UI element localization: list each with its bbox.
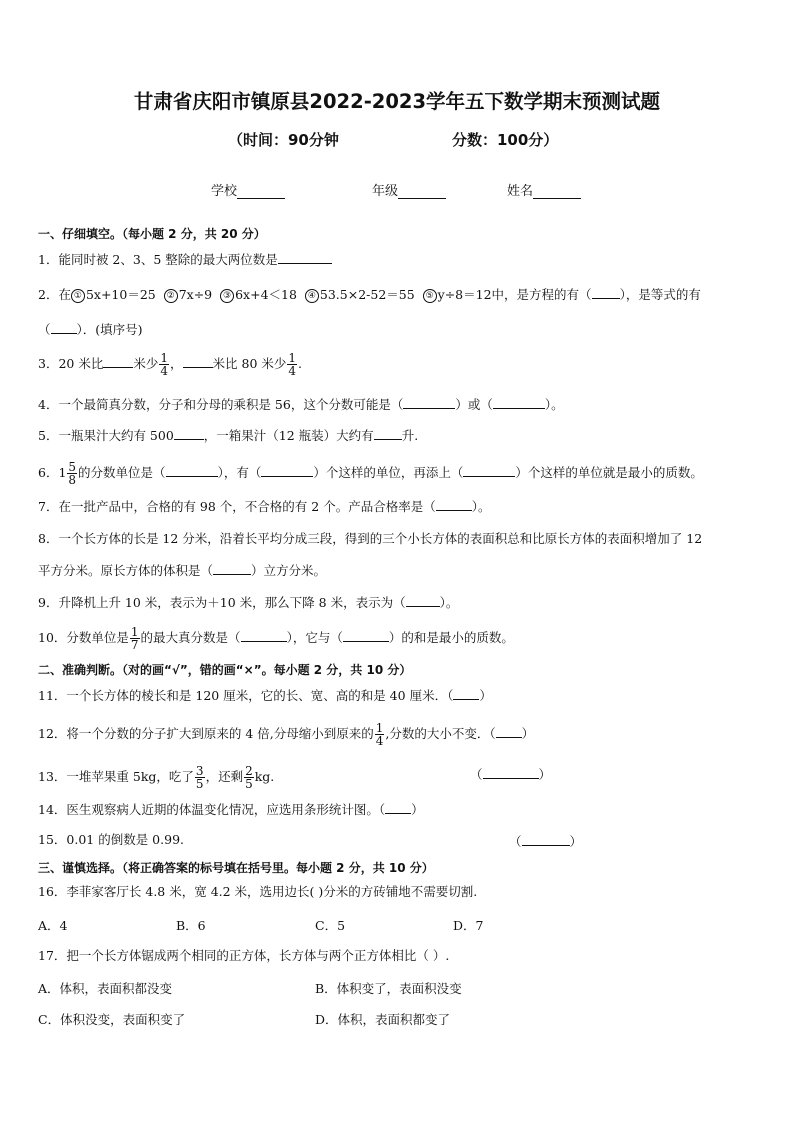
- question-17-option-d[interactable]: D．体积，表面积都变了: [315, 1012, 451, 1027]
- question-6-text-c: ），有（: [217, 465, 262, 480]
- question-17-option-c[interactable]: C．体积没变，表面积变了: [38, 1012, 186, 1027]
- question-4-text-c: ）。: [544, 397, 564, 412]
- answer-blank[interactable]: [261, 464, 313, 477]
- section-3-heading: 三、谨慎选择。（将正确答案的标号填在括号里。每小题 2 分，共 10 分）: [38, 861, 434, 875]
- question-3: [38, 352, 302, 377]
- question-3-text-e: 米比 80 米少: [212, 356, 287, 371]
- question-6-text-d: ）个这样的单位，再添上（: [313, 465, 464, 480]
- question-16: 16．李菲家客厅长 4.8 米，宽 4.2 米，选用边长( )分米的方砖铺地不需要切割.: [38, 884, 478, 899]
- exam-score: 分数：100分）: [452, 131, 559, 149]
- answer-blank[interactable]: [166, 464, 218, 477]
- question-2-line2-text: ）．(填序号): [76, 322, 143, 337]
- answer-blank[interactable]: [522, 833, 570, 846]
- denominator: 8: [68, 473, 77, 487]
- question-8-text-a: 8．一个长方体的长是 12 分米，沿着长平均分成三段，得到的三个小长方体的表面积总和比原长方体的表面积增加了 12: [38, 531, 703, 546]
- answer-blank[interactable]: [174, 427, 204, 440]
- denominator: 4: [375, 734, 384, 748]
- question-8-text-b: 平方分米。原长方体的体积是（: [38, 563, 214, 578]
- question-10: [38, 626, 514, 651]
- question-11: [38, 687, 492, 704]
- answer-blank[interactable]: [453, 687, 479, 700]
- exam-title: 甘肃省庆阳市镇原县2022-2023学年五下数学期末预测试题: [133, 90, 661, 113]
- question-12-text-a: 12．将一个分数的分子扩大到原来的 4 倍,分母缩小到原来的: [38, 726, 374, 741]
- grade-blank[interactable]: [398, 185, 446, 199]
- question-7-text-a: 7．在一批产品中，合格的有 98 个，不合格的有 2 个。产品合格率是（: [38, 499, 436, 514]
- option-5-text: y÷8＝12: [437, 287, 492, 302]
- answer-blank[interactable]: [436, 498, 472, 511]
- question-2-middle: 中，是方程的有（: [491, 287, 592, 302]
- paren-open: （: [509, 834, 522, 849]
- question-1: [38, 251, 332, 268]
- question-6: [38, 461, 703, 486]
- question-9-text-b: ）。: [439, 595, 459, 610]
- fraction: [130, 626, 140, 651]
- question-8: [38, 531, 702, 547]
- numerator: 5: [68, 460, 77, 474]
- question-5-text-c: 升.: [401, 428, 419, 443]
- answer-blank[interactable]: [483, 766, 539, 779]
- fraction: [287, 352, 297, 377]
- question-5: [38, 427, 418, 444]
- name-blank[interactable]: [533, 185, 581, 199]
- question-6-number: 6．: [38, 465, 59, 480]
- fraction: [67, 461, 77, 486]
- question-17: 17．把一个长方体锯成两个相同的正方体，长方体与两个正方体相比（ ）.: [38, 948, 450, 963]
- question-2-mid2: ），是等式的有: [619, 287, 701, 302]
- answer-blank[interactable]: [213, 562, 251, 575]
- numerator: 1: [288, 351, 297, 365]
- question-13-text-b: ，还剩: [205, 769, 244, 784]
- circled-5: ⑤: [423, 289, 437, 303]
- denominator: 7: [130, 638, 139, 652]
- numerator: 1: [375, 721, 384, 735]
- option-1-text: 5x+10＝25: [85, 287, 156, 302]
- question-13: [38, 765, 274, 790]
- period: .: [298, 356, 302, 371]
- question-13-answer: [470, 765, 551, 783]
- school-label: 学校: [211, 184, 238, 199]
- question-16-option-d[interactable]: D．7: [453, 918, 484, 933]
- question-13-text-c: kg.: [254, 769, 275, 784]
- question-11-text-a: 11．一个长方体的棱长和是 120 厘米，它的长、宽、高的和是 40 厘米．（: [38, 688, 454, 703]
- answer-blank[interactable]: [406, 594, 440, 607]
- question-3-text-a: 3．20 米比: [38, 356, 104, 371]
- question-12-text-c: ）: [521, 726, 535, 741]
- fraction: [195, 765, 205, 790]
- question-15-answer: [509, 832, 582, 850]
- question-16-option-c[interactable]: C．5: [315, 918, 346, 933]
- answer-blank[interactable]: [592, 286, 620, 299]
- fraction: [375, 722, 385, 747]
- question-5-text-b: ，一箱果汁（12 瓶装）大约有: [203, 428, 374, 443]
- question-8-line-2: [38, 562, 326, 579]
- answer-blank[interactable]: [343, 629, 389, 642]
- denominator: 4: [160, 364, 168, 378]
- name-label: 姓名: [507, 184, 534, 199]
- question-9-text-a: 9．升降机上升 10 米，表示为＋10 米，那么下降 8 米，表示为（: [38, 595, 406, 610]
- answer-blank[interactable]: [374, 427, 402, 440]
- answer-blank[interactable]: [103, 355, 133, 368]
- denominator: 4: [288, 364, 297, 378]
- fraction: [244, 765, 254, 790]
- paren-close: ）: [538, 767, 552, 782]
- answer-blank[interactable]: [241, 629, 287, 642]
- question-9: [38, 594, 458, 611]
- question-17-option-b[interactable]: B．体积变了，表面积没变: [315, 981, 462, 996]
- paren-close: ）: [569, 834, 583, 849]
- question-15-text-a: 15．0.01 的倒数是 0.99.: [38, 832, 184, 847]
- answer-blank[interactable]: [278, 251, 332, 264]
- question-7: [38, 498, 490, 515]
- circled-2: ②: [164, 289, 178, 303]
- grade-field: [372, 180, 446, 199]
- section-1-heading: 一、仔细填空。（每小题 2 分，共 20 分）: [38, 227, 266, 241]
- section-2-heading: 二、准确判断。（对的画“√”，错的画“×”。每小题 2 分，共 10 分）: [38, 663, 412, 677]
- school-field: [211, 180, 285, 199]
- question-16-option-b[interactable]: B．6: [176, 918, 206, 933]
- question-2-prefix: 2．在: [38, 287, 71, 302]
- question-14-text-b: ）: [411, 802, 424, 817]
- question-12-text-b: ,分数的大小不变．（: [385, 726, 496, 741]
- question-2: [38, 286, 701, 303]
- option-3-text: 6x+4＜18: [235, 287, 297, 302]
- question-6-text-e: ）个这样的单位就是最小的质数。: [515, 465, 703, 480]
- answer-blank[interactable]: [385, 801, 411, 814]
- question-3-text-b: 米少: [133, 356, 159, 371]
- answer-blank[interactable]: [51, 321, 77, 334]
- question-15: [38, 832, 184, 848]
- answer-blank[interactable]: [403, 396, 455, 409]
- mixed-whole: 1: [58, 465, 67, 480]
- option-4-text: 53.5×2-52＝55: [319, 287, 415, 302]
- question-4: [38, 396, 564, 413]
- exam-time: （时间：90分钟: [228, 131, 339, 149]
- question-14: [38, 801, 424, 818]
- question-14-text-a: 14．医生观察病人近期的体温变化情况，应选用条形统计图。（: [38, 802, 386, 817]
- circled-1: ①: [71, 289, 85, 303]
- school-blank[interactable]: [237, 185, 285, 199]
- option-2-text: 7x÷9: [178, 287, 213, 302]
- answer-blank[interactable]: [493, 396, 545, 409]
- numerator: 1: [160, 351, 168, 365]
- question-4-text-b: ）或（: [455, 397, 493, 412]
- question-1-text: 1．能同时被 2、3、5 整除的最大两位数是: [38, 252, 278, 267]
- question-4-text-a: 4．一个最简真分数，分子和分母的乘积是 56，这个分数可能是（: [38, 397, 404, 412]
- question-2-paren-open: （: [38, 322, 51, 337]
- circled-4: ④: [305, 289, 319, 303]
- answer-blank[interactable]: [463, 464, 515, 477]
- question-10-text-c: ），它与（: [286, 630, 343, 645]
- question-16-option-a[interactable]: A．4: [38, 918, 68, 933]
- question-2-line-2: [38, 321, 143, 338]
- circled-3: ③: [220, 289, 234, 303]
- question-13-text-a: 13．一堆苹果重 5kg，吃了: [38, 769, 194, 784]
- question-10-text-b: 的最大真分数是（: [140, 630, 241, 645]
- answer-blank[interactable]: [183, 355, 213, 368]
- numerator: 1: [130, 625, 139, 639]
- question-10-text-a: 10．分数单位是: [38, 630, 129, 645]
- question-17-option-a[interactable]: A．体积，表面积都没变: [38, 981, 173, 996]
- question-12: [38, 722, 534, 747]
- grade-label: 年级: [372, 184, 399, 199]
- question-7-text-b: ）。: [471, 499, 491, 514]
- question-5-text-a: 5．一瓶果汁大约有 500: [38, 428, 174, 443]
- denominator: 5: [245, 777, 253, 791]
- question-6-text-b: 的分数单位是（: [78, 465, 166, 480]
- paren-open: （: [470, 767, 483, 782]
- name-field: [507, 180, 581, 199]
- question-8-text-c: ）立方分米。: [251, 563, 327, 578]
- numerator: 3: [195, 764, 204, 778]
- numerator: 2: [245, 764, 253, 778]
- denominator: 5: [195, 777, 204, 791]
- answer-blank[interactable]: [496, 725, 522, 738]
- question-10-text-e: ）的和是最小的质数。: [388, 630, 514, 645]
- question-11-text-b: ）: [479, 688, 492, 703]
- comma: ，: [170, 356, 183, 371]
- fraction: [159, 352, 169, 377]
